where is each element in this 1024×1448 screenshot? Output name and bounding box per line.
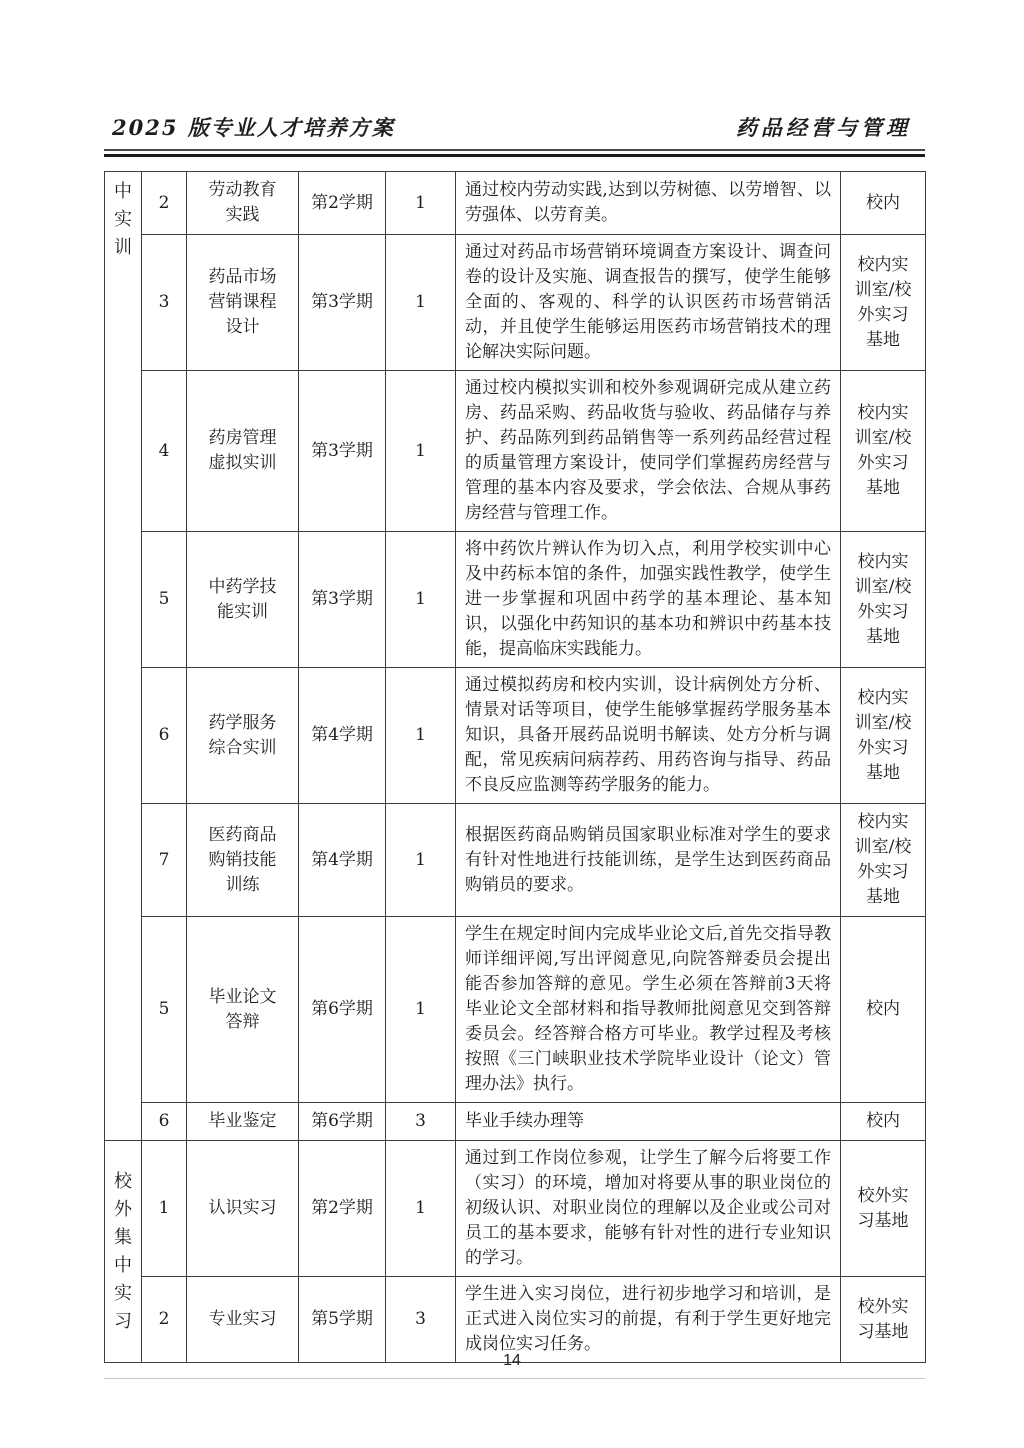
weeks-cell: 1 (386, 1141, 456, 1277)
semester-cell: 第3学期 (299, 235, 386, 371)
desc-cell: 学生进入实习岗位，进行初步地学习和培训，是正式进入岗位实习的前提，有利于学生更好地完成岗位实习任务。 (456, 1277, 841, 1363)
desc-cell: 根据医药商品购销员国家职业标准对学生的要求有针对性地进行技能训练，是学生达到医药商品购销员的要求。 (456, 804, 841, 917)
page-content (104, 112, 925, 1379)
num-cell: 2 (142, 172, 187, 235)
semester-cell: 第6学期 (299, 1103, 386, 1141)
desc-cell: 学生在规定时间内完成毕业论文后,首先交指导教师详细评阅,写出评阅意见,向院答辩委员会提出能否参加答辩的意见。学生必须在答辩前3天将毕业论文全部材料和指导教师批阅意见交到答辩委员会。经答辩合格方可毕业。教学过程及考核按照《三门峡职业技术学院毕业设计（论文）管理办法》执行。 (456, 917, 841, 1103)
semester-cell: 第4学期 (299, 668, 386, 804)
name-text: 专业实习 (208, 1309, 277, 1329)
table-row (105, 172, 926, 235)
page-number: 14 (503, 1352, 521, 1369)
location-cell (841, 1103, 926, 1141)
table-row (105, 1103, 926, 1141)
page-footer (0, 1352, 1024, 1370)
desc-cell: 通过校内劳动实践,达到以劳树德、以劳增智、以劳强体、以劳育美。 (456, 172, 841, 235)
num-cell: 5 (142, 917, 187, 1103)
weeks-cell: 1 (386, 532, 456, 668)
name-cell (187, 668, 299, 804)
location-text: 校内 (866, 1111, 900, 1131)
name-text: 药品市场营销课程设计 (208, 267, 277, 337)
table-row (105, 1141, 926, 1277)
num-cell: 3 (142, 235, 187, 371)
table-body (105, 172, 926, 1363)
table-row (105, 532, 926, 668)
name-text: 劳动教育实践 (208, 180, 277, 225)
name-cell (187, 1277, 299, 1363)
header-double-rule (104, 149, 925, 157)
weeks-cell: 1 (386, 371, 456, 532)
name-cell (187, 804, 299, 917)
num-cell: 7 (142, 804, 187, 917)
header-title-right: 药品经营与管理 (736, 115, 911, 140)
location-cell (841, 371, 926, 532)
num-cell: 6 (142, 1103, 187, 1141)
num-cell: 2 (142, 1277, 187, 1363)
weeks-cell: 3 (386, 1103, 456, 1141)
num-cell: 1 (142, 1141, 187, 1277)
name-text: 毕业论文答辩 (208, 986, 277, 1032)
location-text: 校内实训室/校外实习基地 (854, 254, 912, 350)
semester-cell: 第6学期 (299, 917, 386, 1103)
name-cell (187, 1141, 299, 1277)
desc-cell: 通过对药品市场营销环境调查方案设计、调查问卷的设计及实施、调查报告的撰写，使学生能够全面的、客观的、科学的认识医药市场营销活动，并且使学生能够运用医药市场营销技术的理论解决实际问题。 (456, 235, 841, 371)
document-header (104, 112, 925, 149)
name-text: 药房管理虚拟实训 (208, 428, 277, 473)
weeks-cell: 1 (386, 917, 456, 1103)
location-cell (841, 1277, 926, 1363)
desc-cell: 通过校内模拟实训和校外参观调研完成从建立药房、药品采购、药品收货与验收、药品储存与养护、药品陈列到药品销售等一系列药品经营过程的质量管理方案设计，使同学们掌握药房经营与管理的基本内容及要求，学会依法、合规从事药房经营与管理工作。 (456, 371, 841, 532)
semester-cell: 第3学期 (299, 371, 386, 532)
name-cell (187, 235, 299, 371)
desc-cell: 将中药饮片辨认作为切入点，利用学校实训中心及中药标本馆的条件，加强实践性教学，使学生进一步掌握和巩固中药学的基本理论、基本知识，以强化中药知识的基本功和辨识中药基本技能，提高临床实践能力。 (456, 532, 841, 668)
name-text: 认识实习 (208, 1198, 277, 1218)
location-cell (841, 804, 926, 917)
location-text: 校内实训室/校外实习基地 (854, 687, 912, 783)
table-row (105, 235, 926, 371)
table-row (105, 1277, 926, 1363)
weeks-cell: 1 (386, 235, 456, 371)
group-label-vertical-text: 校外集中实习 (114, 1170, 132, 1332)
semester-cell: 第5学期 (299, 1277, 386, 1363)
num-cell: 4 (142, 371, 187, 532)
name-cell (187, 1103, 299, 1141)
name-text: 医药商品购销技能训练 (208, 824, 277, 895)
table-row (105, 371, 926, 532)
semester-cell: 第2学期 (299, 172, 386, 235)
num-cell: 5 (142, 532, 187, 668)
location-cell (841, 668, 926, 804)
group-label-cell (105, 172, 142, 1141)
desc-cell: 毕业手续办理等 (456, 1103, 841, 1141)
location-text: 校内 (866, 192, 900, 213)
location-cell (841, 532, 926, 668)
table-row (105, 804, 926, 917)
location-text: 校内 (866, 999, 900, 1019)
location-text: 校外实习基地 (857, 1185, 909, 1231)
training-course-table (104, 171, 926, 1363)
name-text: 毕业鉴定 (208, 1111, 277, 1131)
location-text: 校内实训室/校外实习基地 (854, 812, 912, 907)
name-cell (187, 532, 299, 668)
header-title-left: 2025 版专业人才培养方案 (112, 115, 395, 140)
location-cell (841, 172, 926, 235)
name-cell (187, 371, 299, 532)
group-label-vertical-text: 中实训 (114, 181, 132, 258)
location-cell (841, 917, 926, 1103)
table-row (105, 668, 926, 804)
name-text: 药学服务综合实训 (208, 712, 277, 758)
group-label-cell (105, 1141, 142, 1363)
weeks-cell: 1 (386, 172, 456, 235)
location-cell (841, 1141, 926, 1277)
desc-cell: 通过模拟药房和校内实训，设计病例处方分析、情景对话等项目，使学生能够掌握药学服务基本知识，具备开展药品说明书解读、处方分析与调配，常见疾病问病荐药、用药咨询与指导、药品不良反应监测等药学服务的能力。 (456, 668, 841, 804)
name-text: 中药学技能实训 (208, 576, 277, 622)
weeks-cell: 3 (386, 1277, 456, 1363)
location-text: 校内实训室/校外实习基地 (854, 551, 912, 647)
num-cell: 6 (142, 668, 187, 804)
name-cell (187, 917, 299, 1103)
location-cell (841, 235, 926, 371)
table-bottom-shadow (104, 1378, 925, 1379)
weeks-cell: 1 (386, 668, 456, 804)
name-cell (187, 172, 299, 235)
desc-cell: 通过到工作岗位参观，让学生了解今后将要工作（实习）的环境，增加对将要从事的职业岗位的初级认识、对职业岗位的理解以及企业或公司对员工的基本要求，能够有针对性的进行专业知识的学习。 (456, 1141, 841, 1277)
weeks-cell: 1 (386, 804, 456, 917)
table-row (105, 917, 926, 1103)
location-text: 校内实训室/校外实习基地 (854, 403, 912, 498)
semester-cell: 第3学期 (299, 532, 386, 668)
semester-cell: 第4学期 (299, 804, 386, 917)
semester-cell: 第2学期 (299, 1141, 386, 1277)
location-text: 校外实习基地 (857, 1296, 909, 1342)
